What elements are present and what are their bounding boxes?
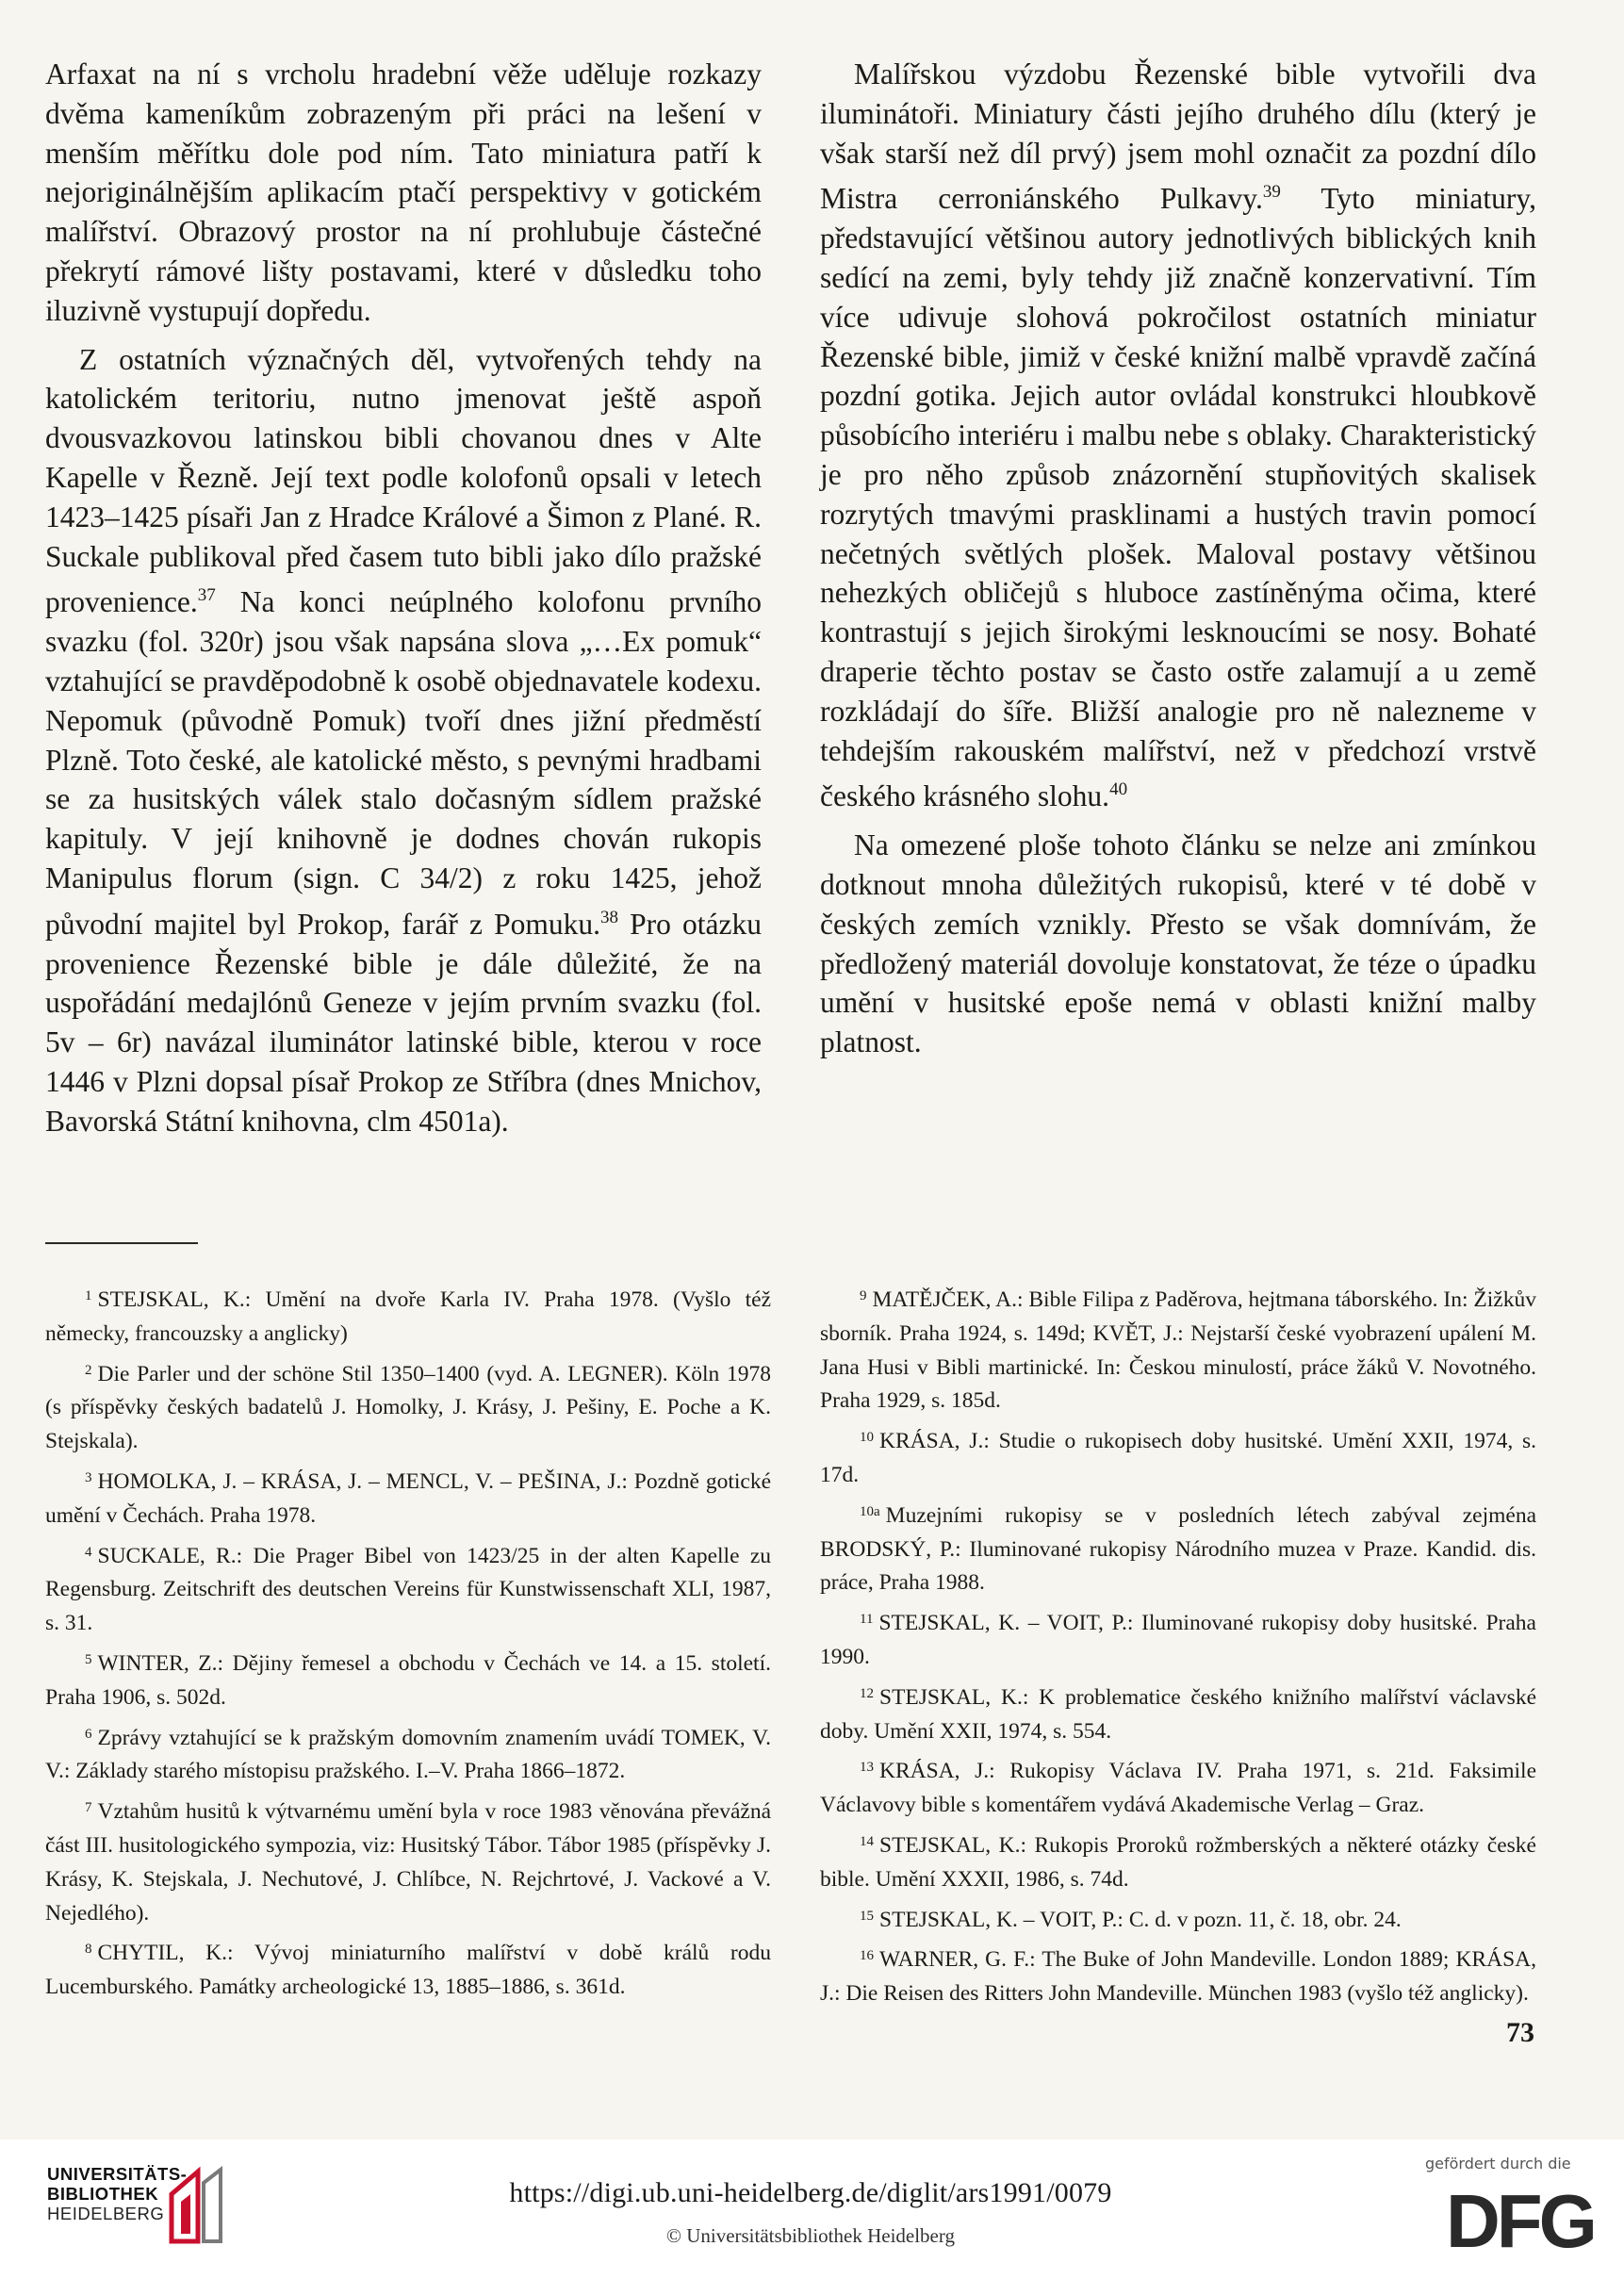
paragraph: Na omezené ploše tohoto článku se nelze ani zmínkou dotknout mnoha důležitých rukopisů, které v té době v českých zemích vznikly. Přesto se však domnívám, že předložený materiál dovoluje konstatovat, že téze o úpadku umění v husitské epoše nemá v oblasti knižní malby platnost. [820,828,1536,1059]
footnote-ref: 39 [1262,182,1281,203]
footnote: $^1$ STEJSKAL, K.: Umění na dvoře Karla IV. Praha 1978. (Vyšlo též německy, francouzsky a anglicky) [45,1287,771,1346]
paragraph: Malířskou výzdobu Řezenské bible vytvořili dva iluminátoři. Miniatury části jejího druhého dílu (který je však starší než díl prvý) jsem mohl označit za pozdní dílo Mistra cerroniánského Pulkavy.$^{39}$ Tyto miniatury, představující většinou autory jednotlivých biblických knih sedící na zemi, byly tehdy již značně konzervativní. Tím více udivuje slohová pokročilost ostatních miniatur Řezenské bible, jimiž v české knižní malbě vpravdě začíná pozdní gotika. Jejich autor ovládal konstrukci hloubkově působícího interiéru i malbu nebe s oblaky. Charakteristický je pro něho způsob znázornění stupňovitých skalisek rozrytých tmavými prasklinami a hustých travin pomocí nečetných světlých plošek. Maloval postavy většinou nehezkých obličejů s hluboce zastíněnýma očima, které kontrastují s jejich širokými lesknoucími se nosy. Bohaté draperie těchto postav se často ostře zalamují a u země rozkládají do šíře. Bližší analogie pro ně nalezneme v tehdejším rakouském malířství, než v předchozí vrstvě českého krásného slohu.$^{40}$ [820,57,1536,813]
footnote-ref: 37 [197,585,216,606]
footnote: $^{15}$ STEJSKAL, K. – VOIT, P.: C. d. v pozn. 11, č. 18, obr. 24. [860,1907,1402,1932]
footnote-divider [45,1242,198,1244]
footnote: $^{10}$ KRÁSA, J.: Studie o rukopisech doby husitské. Umění XXII, 1974, s. 17d. [820,1429,1536,1487]
paragraph: Z ostatních význačných děl, vytvořených tehdy na katolickém teritoriu, nutno jmenovat ještě aspoň dvousvazkovou latinskou bibli chovanou dnes v Alte Kapelle v Řezně. Její text podle kolofonů opsali v letech 1423–1425 písaři Jan z Hradce Králové a Šimon z Plané. R. Suckale publikoval před časem tuto bibli jako dílo pražské provenience.$^{37}$ Na konci neúplného kolofonu prvního svazku (fol. 320r) jsou však napsána slova „…Ex pomuk“ vztahující se pravděpodobně k osobě objednavatele kodexu. Nepomuk (původně Pomuk) tvoří dnes jižní předměstí Plzně. Toto české, ale katolické město, s pevnými hradbami se za husitských válek stalo dočasným sídlem pražské kapituly. V její knihovně je dodnes chován rukopis Manipulus florum (sign. C 34/2) z roku 1425, jehož původní majitel byl Prokop, farář z Pomuku.$^{38}$ Pro otázku provenience Řezenské bible je dále důležité, že na uspořádání medajlónů Geneze v jejím prvním svazku (fol. 5v – 6r) navázal iluminátor latinské bible, kterou v roce 1446 v Plzni dopsal písař Prokop ze Stříbra (dnes Mnichov, Bavorská Státní knihovna, clm 4501a). [45,342,762,1138]
right-text-column [820,55,1536,1062]
footnote: $^9$ MATĚJČEK, A.: Bible Filipa z Paděrova, hejtmana táborského. In: Žižkův sborník. Praha 1924, s. 149d; KVĚT, J.: Nejstarší české vyobrazení upálení M. Jana Husi v Bibli martinické. In: Českou minulostí, práce žáků V. Novotného. Praha 1929, s. 185d. [820,1287,1536,1414]
copyright-notice: © Universitätsbibliothek Heidelberg [665,2224,955,2247]
paragraph: Arfaxat na ní s vrcholu hradební věže uděluje rozkazy dvěma kameníkům zobrazeným při práci na lešení v menším měřítku dole pod ním. Tato miniatura patří k nejoriginálnějším aplikacím ptačí perspektivy v gotickém malířství. Obrazový prostor na ní prohlubuje částečné překrytí rámové lišty postavami, které v důsledku toho iluzivně vystupují dopředu. [45,57,762,327]
left-text-column [45,55,762,1141]
footnote: $^{13}$ KRÁSA, J.: Rukopisy Václava IV. Praha 1971, s. 21d. Faksimile Václavovy bible s komentářem vydává Akademische Verlag – Graz. [820,1759,1536,1818]
footnote: $^{16}$ WARNER, G. F.: The Buke of John Mandeville. London 1889; KRÁSA, J.: Die Reisen des Ritters John Mandeville. München 1983 (vyšlo též anglicky). [820,1947,1536,2007]
footnote: $^4$ SUCKALE, R.: Die Prager Bibel von 1423/25 in der alten Kapelle zu Regensburg. Zeitschrift des deutschen Vereins für Kunstwissenschaft XLI, 1987, s. 31. [45,1543,771,1636]
library-name-line: UNIVERSITÄTS- [47,2164,188,2184]
footnote: $^{14}$ STEJSKAL, K.: Rukopis Proroků rožmberských a některé otázky české bible. Umění XXXII, 1986, s. 74d. [820,1832,1536,1892]
footnote: $^2$ Die Parler und der schöne Stil 1350–1400 (vyd. A. LEGNER). Köln 1978 (s příspěvky českých badatelů J. Homolky, J. Krásy, J. Pešiny, E. Poche a K. Stejskala). [45,1361,771,1454]
library-city-line: HEIDELBERG [47,2204,165,2223]
dfg-logo[interactable] [1446,2181,1606,2254]
footnote: $^6$ Zprávy vztahující se k pražským domovním znamením uvádí TOMEK, V. V.: Základy starého místopisu pražského. I.–V. Praha 1866–1872. [45,1725,771,1784]
footnote: $^7$ Vztahům husitů k výtvarnému umění byla v roce 1983 věnována převážná část III. husitologického sympozia, viz: Husitský Tábor. Tábor 1985 (příspěvky J. Krásy, K. Stejskala, J. Nechutové, J. Chlíbce, N. Rejchrtové, J. Vackové a V. Nejedlého). [45,1799,771,1926]
footnote: $^{11}$ STEJSKAL, K. – VOIT, P.: Iluminované rukopisy doby husitské. Praha 1990. [820,1611,1536,1669]
footnote: $^5$ WINTER, Z.: Dějiny řemesel a obchodu v Čechách ve 14. a 15. století. Praha 1906, s. 502d. [45,1650,771,1710]
footnote: $^8$ CHYTIL, K.: Vývoj miniaturního malířství v době králů rodu Lucemburského. Památky archeologické 13, 1885–1886, s. 361d. [45,1941,771,2000]
footnote-ref: 38 [600,907,618,927]
footnotes-left [45,1280,771,2008]
footnote: $^{10a}$ Muzejními rukopisy se v posledních létech zabýval zejména BRODSKÝ, P.: Iluminované rukopisy Národního muzea v Praze. Kandid. dis. práce, Praha 1988. [820,1502,1536,1596]
dfg-logo-text: DFG [1446,2181,1594,2254]
funding-label: gefördert durch die [1425,2155,1571,2172]
viewer-footer [0,2140,1624,2279]
footnote: $^3$ HOMOLKA, J. – KRÁSA, J. – MENCL, V. – PEŠINA, J.: Pozdně gotické umění v Čechách. Praha 1978. [45,1468,771,1528]
page-number: 73 [1506,2017,1534,2048]
library-emblem-icon [166,2166,226,2245]
footnote-ref: 40 [1109,779,1128,800]
library-name-line: BIBLIOTHEK [47,2184,159,2204]
footnotes-right [820,1280,1536,2014]
footnote: $^{12}$ STEJSKAL, K.: K problematice českého knižního malířství václavské doby. Umění XXII, 1974, s. 554. [820,1684,1536,1744]
permalink-url[interactable]: https://digi.ub.uni-heidelberg.de/diglit/ars1991/0079 [509,2177,1112,2208]
